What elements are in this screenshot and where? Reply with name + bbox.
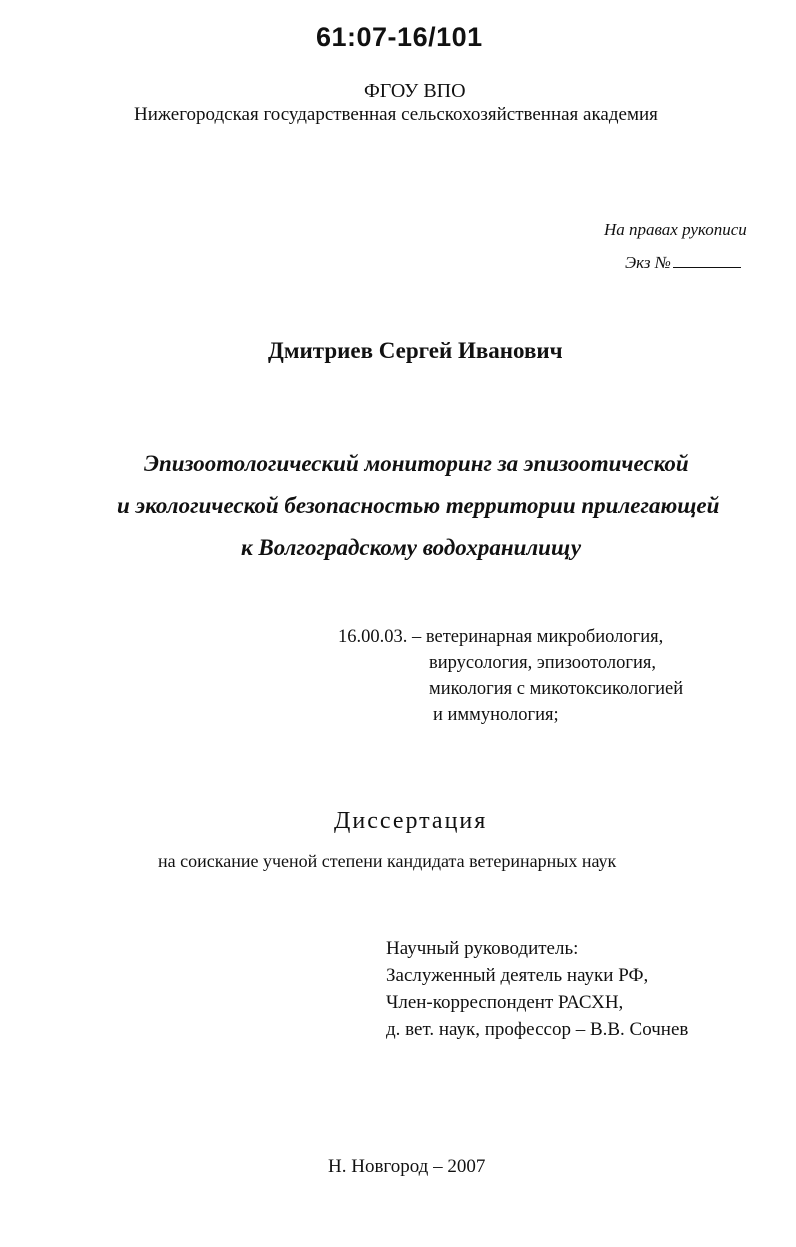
organization-short-name: ФГОУ ВПО bbox=[364, 80, 466, 102]
specialty-line-4: и иммунология; bbox=[433, 705, 559, 725]
copy-number-label: Экз № bbox=[625, 253, 671, 272]
scientific-advisor-block bbox=[386, 935, 688, 1043]
archive-code: 61:07-16/101 bbox=[316, 22, 483, 52]
degree-sought: на соискание ученой степени кандидата ветеринарных наук bbox=[158, 851, 617, 871]
specialty-line-2: вирусология, эпизоотология, bbox=[429, 653, 656, 673]
copy-number-blank bbox=[673, 253, 741, 268]
thesis-title-line-2: и экологической безопасностью территории прилегающей bbox=[117, 493, 720, 518]
specialty-line-3: микология с микотоксикологией bbox=[429, 679, 684, 699]
advisor-line-4: д. вет. наук, профессор – В.В. Сочнев bbox=[386, 1019, 689, 1040]
advisor-line-2: Заслуженный деятель науки РФ, bbox=[386, 965, 649, 986]
organization-full-name: Нижегородская государственная сельскохозяйственная академия bbox=[134, 104, 658, 125]
advisor-line-3: Член-корреспондент РАСХН, bbox=[386, 992, 624, 1013]
thesis-title-line-3: к Волгоградскому водохранилищу bbox=[241, 535, 582, 560]
city-and-year: Н. Новгород – 2007 bbox=[328, 1156, 486, 1177]
specialty-line-1: 16.00.03. – ветеринарная микробиология, bbox=[338, 627, 664, 647]
advisor-line-1: Научный руководитель: bbox=[386, 938, 579, 959]
specialty-block bbox=[338, 624, 683, 728]
manuscript-rights-note: На правах рукописи bbox=[604, 220, 747, 239]
document-type: Диссертация bbox=[334, 808, 488, 834]
author-name: Дмитриев Сергей Иванович bbox=[268, 338, 563, 363]
copy-number-field bbox=[625, 253, 741, 273]
thesis-title-line-1: Эпизоотологический мониторинг за эпизоотической bbox=[144, 451, 689, 476]
